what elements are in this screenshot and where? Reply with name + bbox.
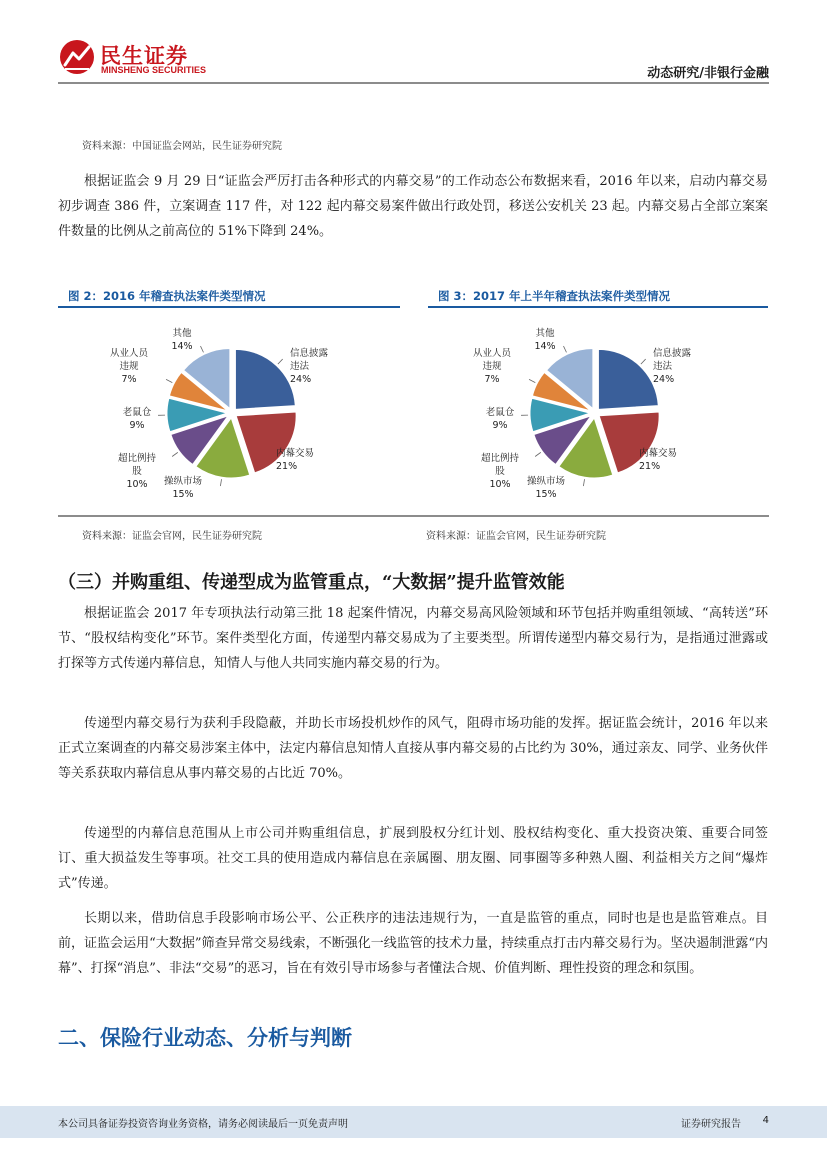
pie-leader-line-1: [278, 359, 283, 364]
header-divider: [58, 82, 769, 84]
fig2-title: 图 2：2016 年稽查执法案件类型情况: [68, 289, 266, 303]
fig3-source-note: 资料来源：证监会官网，民生证券研究院: [426, 531, 606, 542]
logo-emblem-icon: [58, 38, 96, 76]
fig3-pie-chart: [433, 318, 763, 513]
page-footer: [0, 1106, 827, 1138]
section3-paragraph-4: 长期以来，借助信息手段影响市场公平、公正秩序的违法违规行为，一直是监管的重点，同时也是也是监管难点。目前，证监会运用“大数据”筛查异常交易线索，不断强化一线监管的技术力量，持续重点打击内幕交易行为。坚决遏制泄露“内幕”、打探“消息”、非法“交易”的恶习，旨在有效引导市场参与者懂法合规、价值判断、理性投资的理念和氛围。: [58, 911, 768, 976]
pie-leader-line-6: [166, 379, 172, 382]
pie-leader-line-4: [172, 452, 178, 456]
pie-label-6: 从业人员违规 7%: [472, 348, 512, 385]
pie-slice-1: [235, 349, 295, 409]
pie-leader-line-3: [220, 479, 221, 486]
pie-label-1: 信息披露违法 24%: [653, 348, 692, 385]
report-category: 动态研究/非银行金融: [647, 66, 769, 81]
footer-disclaimer: 本公司具备证券投资咨询业务资格，请务必阅读最后一页免责声明: [58, 1119, 348, 1130]
section3-heading: （三）并购重组、传递型成为监管重点，“大数据”提升监管效能: [58, 572, 565, 593]
pie-label-4: 超比例持股 10%: [117, 453, 157, 490]
pie-leader-line-3: [583, 479, 584, 486]
company-logo: [58, 38, 218, 78]
logo-chinese-name: 民生证券: [100, 44, 188, 68]
pie-leader-line-1: [641, 359, 646, 364]
pie-slice-1: [598, 349, 658, 409]
pie-leader-line-4: [535, 452, 541, 456]
pie-label-1: 信息披露违法 24%: [290, 348, 329, 385]
logo-english-name: MINSHENG SECURITIES: [101, 65, 207, 75]
fig2-source-note: 资料来源：证监会官网，民生证券研究院: [82, 531, 262, 542]
fig3-pie-svg: [433, 318, 763, 513]
fig3-title: 图 3：2017 年上半年稽查执法案件类型情况: [438, 289, 671, 303]
section3-paragraph-1: 根据证监会 2017 年专项执法行动第三批 18 起案件情况，内幕交易高风险领域和环节包括并购重组领域、“高转送”环节、“股权结构变化”环节。案件类型化方面，传递型内幕交易成为了主要类型。所谓传递型内幕交易行为，是指通过泄露或打探等方式传递内幕信息，知情人与他人共同实施内幕交易的行为。: [58, 606, 768, 671]
pie-label-2: 内幕交易 21%: [276, 448, 315, 472]
pie-leader-line-7: [563, 346, 566, 352]
section2-heading: 二、保险行业动态、分析与判断: [58, 1025, 352, 1050]
pie-leader-line-7: [200, 346, 203, 352]
pie-label-3: 操纵市场 15%: [163, 476, 203, 500]
pie-label-6: 从业人员违规 7%: [109, 348, 149, 385]
fig2-title-rule: [58, 306, 400, 308]
pie-label-4: 超比例持股 10%: [480, 453, 520, 490]
footer-report-type: 证券研究报告: [681, 1119, 741, 1130]
page-number: 4: [762, 1115, 769, 1126]
section3-paragraph-3: 传递型的内幕信息范围从上市公司并购重组信息，扩展到股权分红计划、股权结构变化、重大投资决策、重要合同签订、重大损益发生等事项。社交工具的使用造成内幕信息在亲属圈、朋友圈、同事圈等多种熟人圈、利益相关方之间“爆炸式”传递。: [58, 826, 768, 891]
top-source-note: 资料来源：中国证监会网站，民生证券研究院: [82, 141, 282, 152]
intro-paragraph: 根据证监会 9 月 29 日“证监会严厉打击各种形式的内幕交易”的工作动态公布数据来看，2016 年以来，启动内幕交易初步调查 386 件，立案调查 117 件，对 122 起内幕交易案件做出行政处罚，移送公安机关 23 起。内幕交易占全部立案案件数量的比例从之前高位的 51%下降到 24%。: [58, 174, 768, 239]
pie-label-5: 老鼠仓 9%: [485, 407, 515, 431]
fig3-title-rule: [428, 306, 768, 308]
pie-label-5: 老鼠仓 9%: [122, 407, 152, 431]
section3-paragraph-2: 传递型内幕交易行为获利手段隐蔽，并助长市场投机炒作的风气，阻碍市场功能的发挥。据证监会统计，2016 年以来正式立案调查的内幕交易涉案主体中，法定内幕信息知情人直接从事内幕交易的占比约为 30%，通过亲友、同学、业务伙伴等关系获取内幕信息从事内幕交易的占比近 70%。: [58, 716, 768, 781]
pie-leader-line-6: [529, 379, 535, 382]
figures-bottom-divider: [58, 515, 769, 517]
pie-label-7: 其他 14%: [534, 328, 556, 352]
fig2-pie-svg: [70, 318, 400, 513]
pie-label-2: 内幕交易 21%: [639, 448, 678, 472]
pie-label-3: 操纵市场 15%: [526, 476, 566, 500]
pie-label-7: 其他 14%: [171, 328, 193, 352]
fig2-pie-chart: [70, 318, 400, 513]
